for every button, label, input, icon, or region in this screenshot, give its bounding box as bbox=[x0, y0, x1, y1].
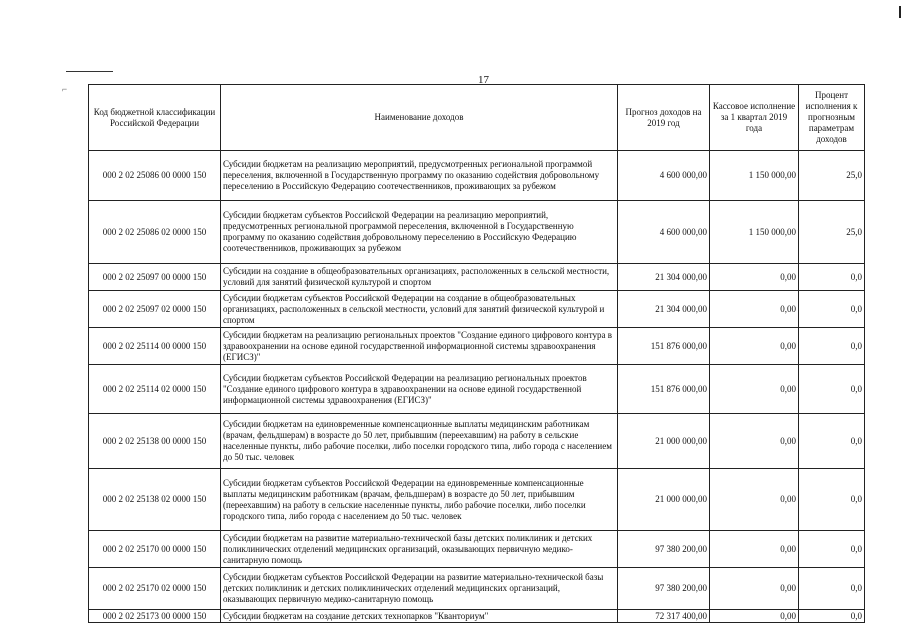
cell-forecast: 21 000 000,00 bbox=[618, 469, 710, 531]
cell-code: 000 2 02 25086 02 0000 150 bbox=[89, 201, 221, 264]
cell-forecast: 4 600 000,00 bbox=[618, 151, 710, 201]
cell-forecast: 97 380 200,00 bbox=[618, 531, 710, 568]
cell-name: Субсидии бюджетам субъектов Российской Федерации на развитие материально-технической базы детских поликлиник и детских поликлинических отделений медицинских организаций, оказывающих первичную медико-санитарную помощь bbox=[221, 568, 618, 610]
table-row bbox=[89, 201, 865, 264]
cell-forecast: 21 304 000,00 bbox=[618, 291, 710, 328]
cell-percent: 0,0 bbox=[799, 568, 865, 610]
cell-name: Субсидии бюджетам на реализацию региональных проектов "Создание единого цифрового контура в здравоохранении на основе единой государственной информационной системы здравоохранения (ЕГИСЗ)" bbox=[221, 328, 618, 365]
cell-name: Субсидии бюджетам на создание детских технопарков "Кванториум" bbox=[221, 610, 618, 623]
cell-percent: 0,0 bbox=[799, 610, 865, 623]
cell-code: 000 2 02 25173 00 0000 150 bbox=[89, 610, 221, 623]
cell-forecast: 21 000 000,00 bbox=[618, 414, 710, 469]
table-row bbox=[89, 328, 865, 365]
table-row bbox=[89, 568, 865, 610]
cell-cash: 0,00 bbox=[710, 531, 799, 568]
cell-forecast: 72 317 400,00 bbox=[618, 610, 710, 623]
table-row bbox=[89, 414, 865, 469]
cell-forecast: 4 600 000,00 bbox=[618, 201, 710, 264]
cell-cash: 0,00 bbox=[710, 568, 799, 610]
cell-percent: 25,0 bbox=[799, 151, 865, 201]
cell-cash: 0,00 bbox=[710, 469, 799, 531]
table-header-row bbox=[89, 85, 865, 151]
table-row bbox=[89, 151, 865, 201]
table-row bbox=[89, 264, 865, 291]
cell-forecast: 151 876 000,00 bbox=[618, 328, 710, 365]
cell-code: 000 2 02 25097 02 0000 150 bbox=[89, 291, 221, 328]
cell-percent: 0,0 bbox=[799, 264, 865, 291]
cell-name: Субсидии бюджетам на реализацию мероприятий, предусмотренных региональной программой переселения, включенной в Государственную программу по оказанию содействия добровольному переселению в Российскую Федерацию соотечественников, проживающих за рубежом bbox=[221, 151, 618, 201]
header-name: Наименование доходов bbox=[221, 85, 618, 151]
cell-name: Субсидии бюджетам субъектов Российской Федерации на реализацию региональных проектов "Создание единого цифрового контура в здравоохранении на основе единой государственной информационной системы здравоохранения (ЕГИСЗ)" bbox=[221, 365, 618, 414]
cell-percent: 0,0 bbox=[799, 328, 865, 365]
cell-code: 000 2 02 25170 00 0000 150 bbox=[89, 531, 221, 568]
header-forecast: Прогноз доходов на 2019 год bbox=[618, 85, 710, 151]
cell-code: 000 2 02 25138 02 0000 150 bbox=[89, 469, 221, 531]
cell-name: Субсидии бюджетам субъектов Российской Федерации на создание в общеобразовательных организациях, расположенных в сельской местности, условий для занятий физической культурой и спортом bbox=[221, 291, 618, 328]
cell-cash: 0,00 bbox=[710, 610, 799, 623]
cell-cash: 1 150 000,00 bbox=[710, 151, 799, 201]
table-row bbox=[89, 469, 865, 531]
table-row bbox=[89, 291, 865, 328]
cell-cash: 1 150 000,00 bbox=[710, 201, 799, 264]
cell-code: 000 2 02 25114 02 0000 150 bbox=[89, 365, 221, 414]
cell-code: 000 2 02 25086 00 0000 150 bbox=[89, 151, 221, 201]
cell-name: Субсидии бюджетам на развитие материально-технической базы детских поликлиник и детских поликлинических отделений медицинских организаций, оказывающих первичную медико-санитарную помощь bbox=[221, 531, 618, 568]
cell-forecast: 97 380 200,00 bbox=[618, 568, 710, 610]
cell-cash: 0,00 bbox=[710, 365, 799, 414]
cell-code: 000 2 02 25170 02 0000 150 bbox=[89, 568, 221, 610]
cell-percent: 0,0 bbox=[799, 365, 865, 414]
margin-line bbox=[66, 71, 113, 72]
cell-percent: 0,0 bbox=[799, 291, 865, 328]
cell-name: Субсидии бюджетам субъектов Российской Федерации на единовременные компенсационные выплаты медицинским работникам (врачам, фельдшерам) в возрасте до 50 лет, прибывшим (переехавшим) на работу в сельские населенные пункты, либо рабочие поселки, либо поселки городского типа, либо города с населением до 50 тыс. человек bbox=[221, 469, 618, 531]
cell-percent: 25,0 bbox=[799, 201, 865, 264]
cell-percent: 0,0 bbox=[799, 414, 865, 469]
header-cash: Кассовое исполнение за 1 квартал 2019 года bbox=[710, 85, 799, 151]
cell-code: 000 2 02 25114 00 0000 150 bbox=[89, 328, 221, 365]
cell-name: Субсидии на создание в общеобразовательных организациях, расположенных в сельской местности, условий для занятий физической культурой и спортом bbox=[221, 264, 618, 291]
page-number: 17 bbox=[478, 74, 489, 86]
cell-name: Субсидии бюджетам субъектов Российской Федерации на реализацию мероприятий, предусмотренных региональной программой переселения, включенной в Государственную программу по оказанию содействия добровольному переселению в Российскую Федерацию соотечественников, проживающих за рубежом bbox=[221, 201, 618, 264]
cell-forecast: 21 304 000,00 bbox=[618, 264, 710, 291]
scan-mark bbox=[899, 6, 901, 18]
table-row bbox=[89, 610, 865, 623]
cell-cash: 0,00 bbox=[710, 291, 799, 328]
cell-name: Субсидии бюджетам на единовременные компенсационные выплаты медицинским работникам (врачам, фельдшерам) в возрасте до 50 лет, прибывшим (переехавшим) на работу в сельские населенные пункты, либо рабочие поселки, либо поселки городского типа, либо города с населением до 50 тыс. человек bbox=[221, 414, 618, 469]
cell-code: 000 2 02 25138 00 0000 150 bbox=[89, 414, 221, 469]
margin-mark: ⌐ bbox=[62, 84, 68, 94]
cell-code: 000 2 02 25097 00 0000 150 bbox=[89, 264, 221, 291]
cell-cash: 0,00 bbox=[710, 264, 799, 291]
table-row bbox=[89, 531, 865, 568]
cell-percent: 0,0 bbox=[799, 469, 865, 531]
revenue-table bbox=[88, 84, 865, 623]
cell-cash: 0,00 bbox=[710, 328, 799, 365]
header-code: Код бюджетной классификации Российской Федерации bbox=[89, 85, 221, 151]
cell-percent: 0,0 bbox=[799, 531, 865, 568]
table-row bbox=[89, 365, 865, 414]
cell-cash: 0,00 bbox=[710, 414, 799, 469]
cell-forecast: 151 876 000,00 bbox=[618, 365, 710, 414]
header-percent: Процент исполнения к прогнозным параметрам доходов bbox=[799, 85, 865, 151]
